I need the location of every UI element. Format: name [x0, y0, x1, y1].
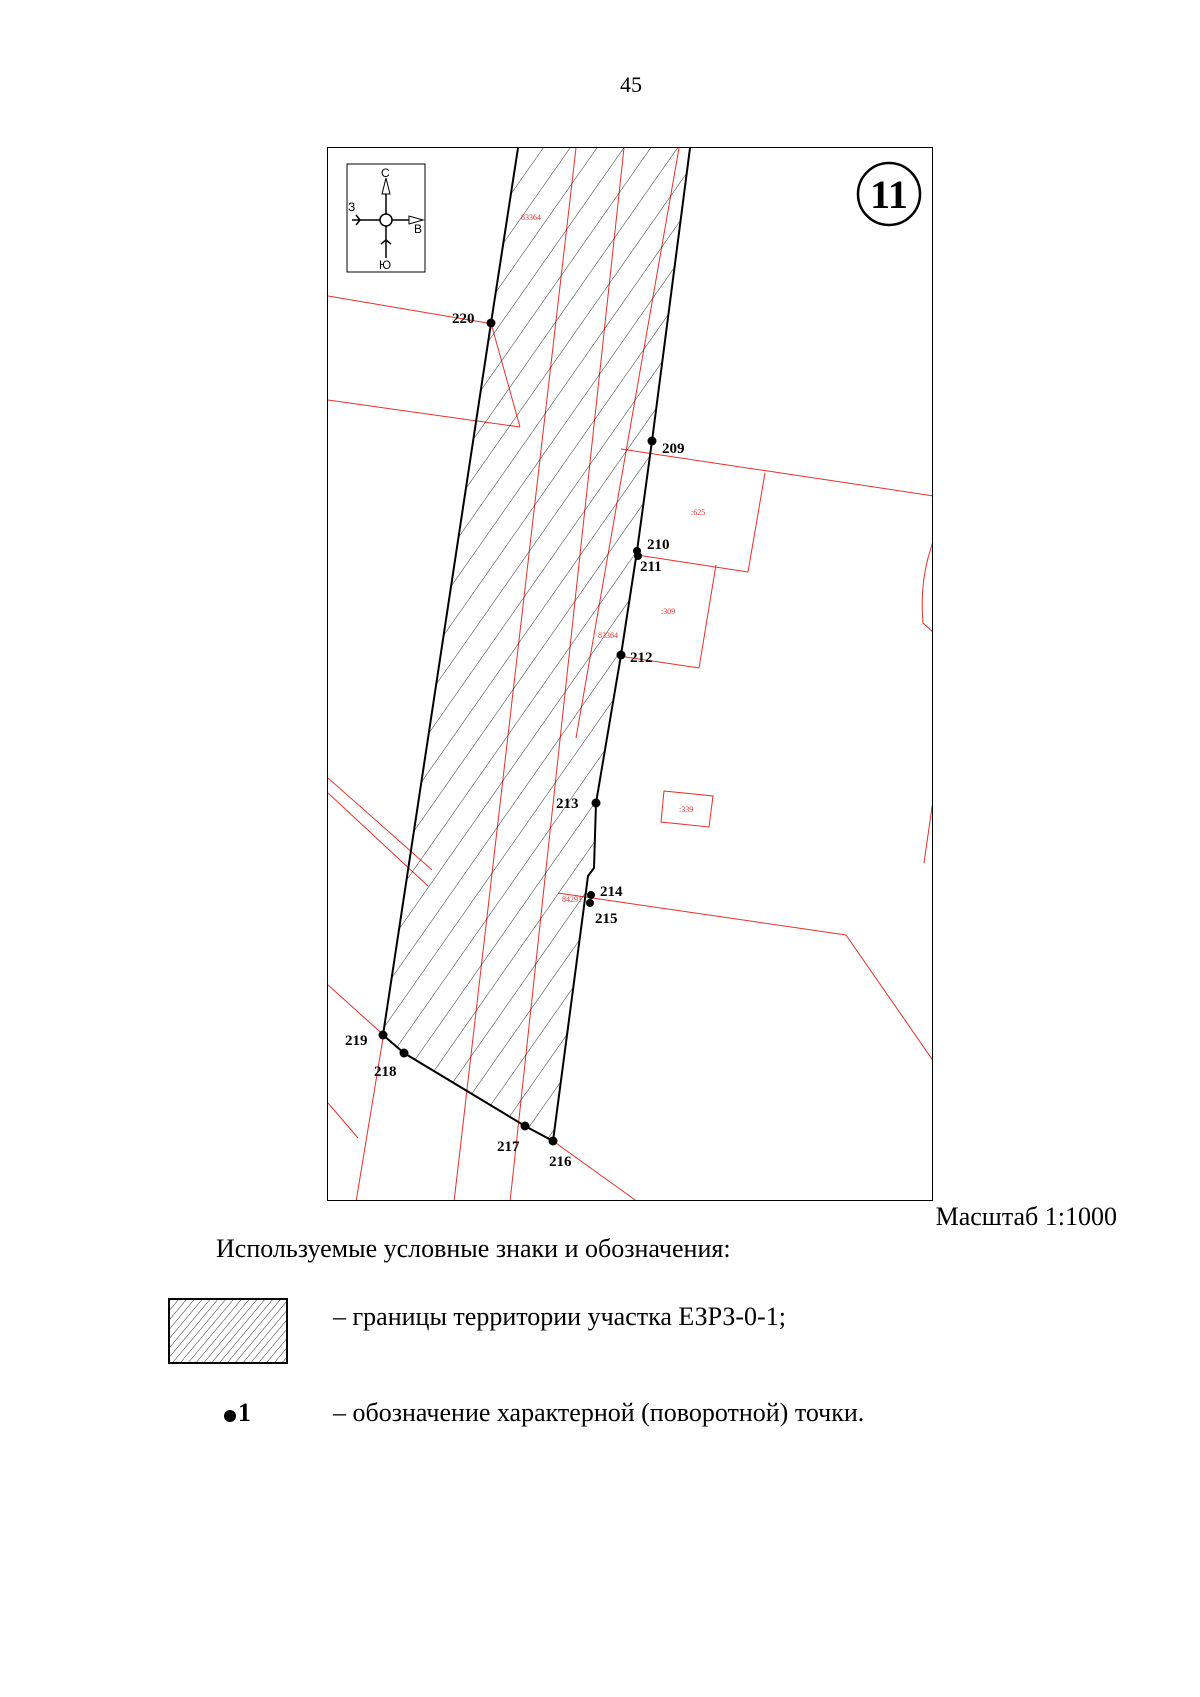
point-label: 212 — [630, 650, 653, 666]
point-217 — [521, 1122, 530, 1131]
legend-item-point-text: – обозначение характерной (поворотной) точки. — [333, 1398, 865, 1427]
point-216 — [549, 1137, 558, 1146]
compass-south: Ю — [379, 258, 392, 272]
compass-north: С — [381, 166, 390, 180]
map-scale: Масштаб 1:1000 — [935, 1202, 1117, 1231]
point-218 — [400, 1049, 409, 1058]
parcel-label: 83364 — [521, 213, 541, 222]
point-label: 220 — [452, 311, 475, 327]
point-213 — [592, 799, 601, 808]
point-label: 209 — [662, 441, 685, 457]
map-canvas — [328, 148, 933, 1201]
compass-east: В — [414, 222, 423, 236]
point-label: 210 — [647, 537, 670, 553]
point-label: 214 — [600, 884, 623, 900]
point-215 — [586, 899, 594, 907]
legend-point-symbol — [224, 1398, 251, 1428]
parcel-label: 84291 — [562, 895, 582, 904]
compass-west: З — [348, 200, 356, 214]
legend-point-number: 1 — [238, 1398, 251, 1427]
parcel-label: :625 — [691, 508, 706, 517]
point-label: 219 — [345, 1033, 368, 1049]
legend-hatch-swatch — [168, 1298, 288, 1364]
map-frame — [327, 147, 933, 1201]
zone-hatch — [328, 148, 933, 1201]
parcel-label: 83364 — [598, 631, 618, 640]
point-label: 217 — [497, 1139, 520, 1155]
sheet-number: 11 — [870, 172, 908, 217]
parcel-label: :339 — [679, 805, 694, 814]
point-label: 211 — [640, 559, 662, 575]
legend-title: Используемые условные знаки и обозначения: — [216, 1234, 731, 1263]
point-219 — [379, 1031, 388, 1040]
legend-item-zone-text: – границы территории участка ЕЗРЗ-0-1; — [333, 1302, 786, 1331]
point-220 — [487, 319, 496, 328]
compass-rose — [347, 164, 425, 272]
point-label: 215 — [595, 911, 618, 927]
point-label: 213 — [556, 796, 579, 812]
point-212 — [617, 651, 626, 660]
point-214 — [587, 891, 595, 899]
sheet-number-badge — [858, 163, 920, 225]
parcel-label: :309 — [661, 607, 676, 616]
page-number: 45 — [620, 72, 642, 97]
point-label: 218 — [374, 1064, 397, 1080]
point-dot-icon — [224, 1410, 236, 1422]
point-label: 216 — [549, 1154, 572, 1170]
point-209 — [648, 437, 657, 446]
